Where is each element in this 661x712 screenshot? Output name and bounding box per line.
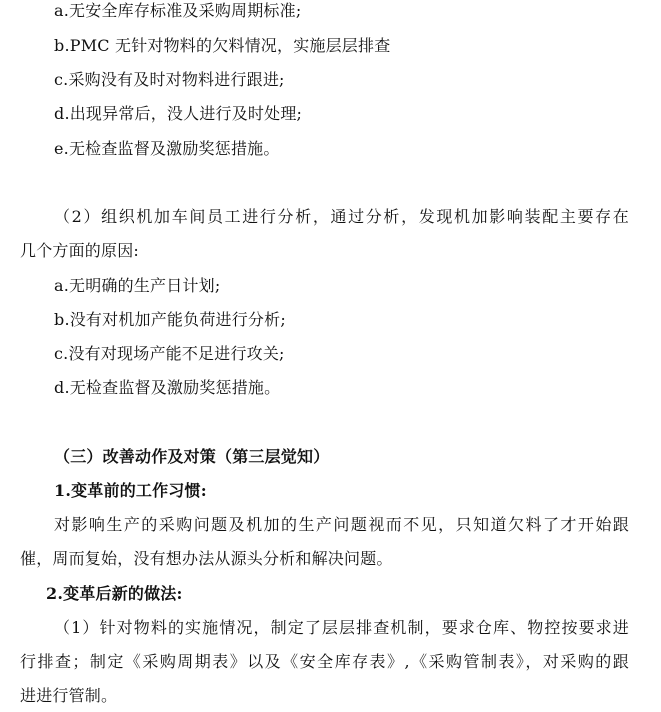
list-item: d.出现异常后，没人进行及时处理; [54, 104, 303, 123]
paragraph-line: 几个方面的原因: [20, 241, 139, 260]
list-item: b.PMC 无针对物料的欠料情况，实施层层排查 [54, 36, 391, 55]
paragraph-line: 催，周而复始，没有想办法从源头分析和解决问题。 [20, 549, 393, 568]
paragraph-line: （1）针对物料的实施情况，制定了层层排查机制，要求仓库、物控按要求进 [54, 618, 629, 637]
subsection-title: 2.变革后新的做法: [46, 584, 183, 603]
paragraph-line: （2）组织机加车间员工进行分析，通过分析，发现机加影响装配主要存在 [54, 207, 629, 226]
list-item: b.没有对机加产能负荷进行分析; [54, 310, 286, 329]
list-item: c.采购没有及时对物料进行跟进; [54, 70, 285, 89]
section-heading: （三）改善动作及对策（第三层觉知） [54, 447, 330, 466]
list-item: d.无检查监督及激励奖惩措施。 [54, 378, 281, 397]
list-item: c.没有对现场产能不足进行攻关; [54, 344, 285, 363]
paragraph-line: 进进行管制。 [20, 686, 118, 705]
list-item: e.无检查监督及激励奖惩措施。 [54, 139, 280, 158]
list-item: a.无明确的生产日计划; [54, 276, 221, 295]
paragraph-line: 行排查；制定《采购周期表》以及《安全库存表》,《采购管制表》，对采购的跟 [20, 652, 629, 671]
paragraph-line: 对影响生产的采购问题及机加的生产问题视而不见，只知道欠料了才开始跟 [54, 515, 629, 534]
list-item: a.无安全库存标准及采购周期标准; [54, 1, 302, 20]
subsection-title: 1.变革前的工作习惯: [54, 481, 207, 500]
